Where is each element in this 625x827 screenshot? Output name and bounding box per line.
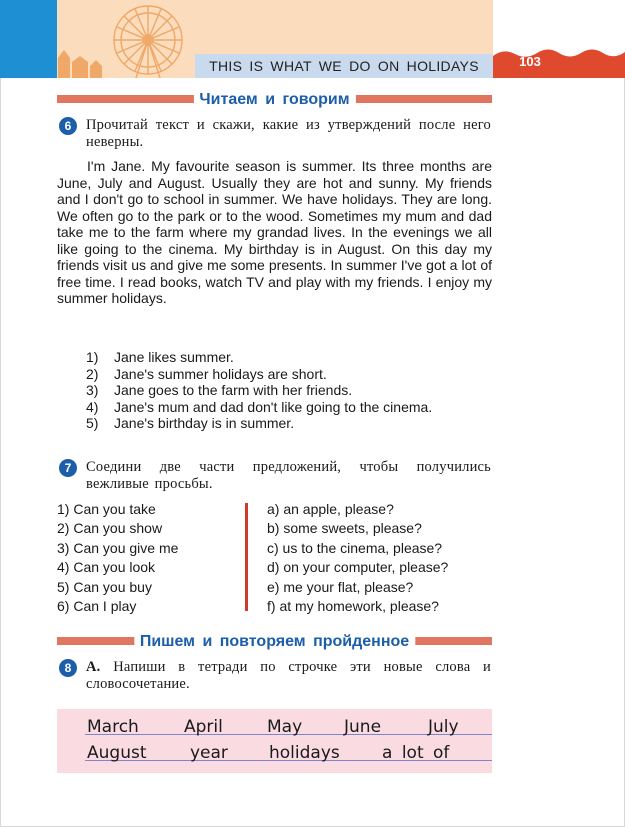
section-title-writing: Пишем и повторяем пройденное (134, 632, 415, 652)
list-item: 1) Jane likes summer. (86, 349, 234, 365)
page-number: 103 (519, 54, 541, 69)
section-banner-writing (57, 632, 492, 652)
exercise-number-7: 7 (59, 459, 77, 477)
word-may: May (267, 717, 303, 737)
section-title-reading: Читаем и говорим (193, 90, 355, 110)
list-item: 5) Jane's birthday is in summer. (86, 415, 295, 431)
statements-list (86, 349, 492, 432)
list-item: d) on your computer, please? (267, 559, 449, 576)
section-banner-reading (57, 90, 492, 110)
header-blue-block (0, 0, 57, 78)
list-item: a) an apple, please? (267, 501, 394, 517)
exercise-number-6: 6 (59, 117, 77, 135)
exercise-6-instruction: Прочитай текст и скажи, какие из утверждений после него неверны. (86, 117, 491, 150)
exercise-8-instruction: А. Напиши в тетради по строчке эти новые слова и словосочетание. (86, 659, 491, 692)
list-item: e) me your flat, please? (267, 578, 414, 595)
list-item: 2) Can you show (57, 520, 163, 537)
list-item: c) us to the cinema, please? (267, 539, 443, 556)
sentence-endings (267, 500, 492, 616)
list-item: 3) Jane goes to the farm with her friends. (86, 382, 353, 398)
sentence-beginnings (57, 500, 227, 616)
column-divider (245, 503, 248, 611)
word-august: August (87, 743, 147, 763)
word-june: June (344, 717, 382, 737)
word-year: year (190, 743, 228, 763)
list-item: 5) Can you buy (57, 578, 152, 595)
list-item: 1) Can you take (57, 501, 156, 517)
word-march: March (87, 717, 139, 737)
chapter-title: THIS IS WHAT WE DO ON HOLIDAYS (209, 58, 479, 74)
list-item: 3) Can you give me (57, 539, 179, 556)
phrase-a-lot-of: a lot of (382, 743, 450, 763)
list-item: 4) Can you look (57, 559, 156, 576)
list-item: b) some sweets, please? (267, 520, 422, 537)
list-item: 2) Jane's summer holidays are short. (86, 365, 327, 382)
list-item: 6) Can I play (57, 598, 137, 615)
list-item: 4) Jane's mum and dad don't like going to the cinema. (86, 398, 433, 415)
exercise-6-text: I'm Jane. My favourite season is summer. Its three months are June, July and August. Usually they are hot and sunny. My friends and I don't go to school in summer. We have holidays. They are long. We often go to the park or to the wood. Sometimes my mum and dad take me to the farm where my grandad lives. In the evenings we all like going to the cinema. My birthday is in August. On this day my friends visit us and give me some presents. In summer I've got a lot of free time. I read books, watch TV and play with my friends. I enjoy my summer holidays. (57, 158, 492, 306)
list-item: f) at my homework, please? (267, 598, 439, 615)
word-july: July (428, 717, 459, 737)
exercise-number-8: 8 (59, 659, 77, 677)
handwriting-box (57, 709, 492, 773)
exercise-7-instruction: Соедини две части предложений, чтобы получились вежливые просьбы. (86, 459, 491, 492)
word-april: April (184, 717, 223, 737)
word-holidays: holidays (269, 743, 340, 763)
